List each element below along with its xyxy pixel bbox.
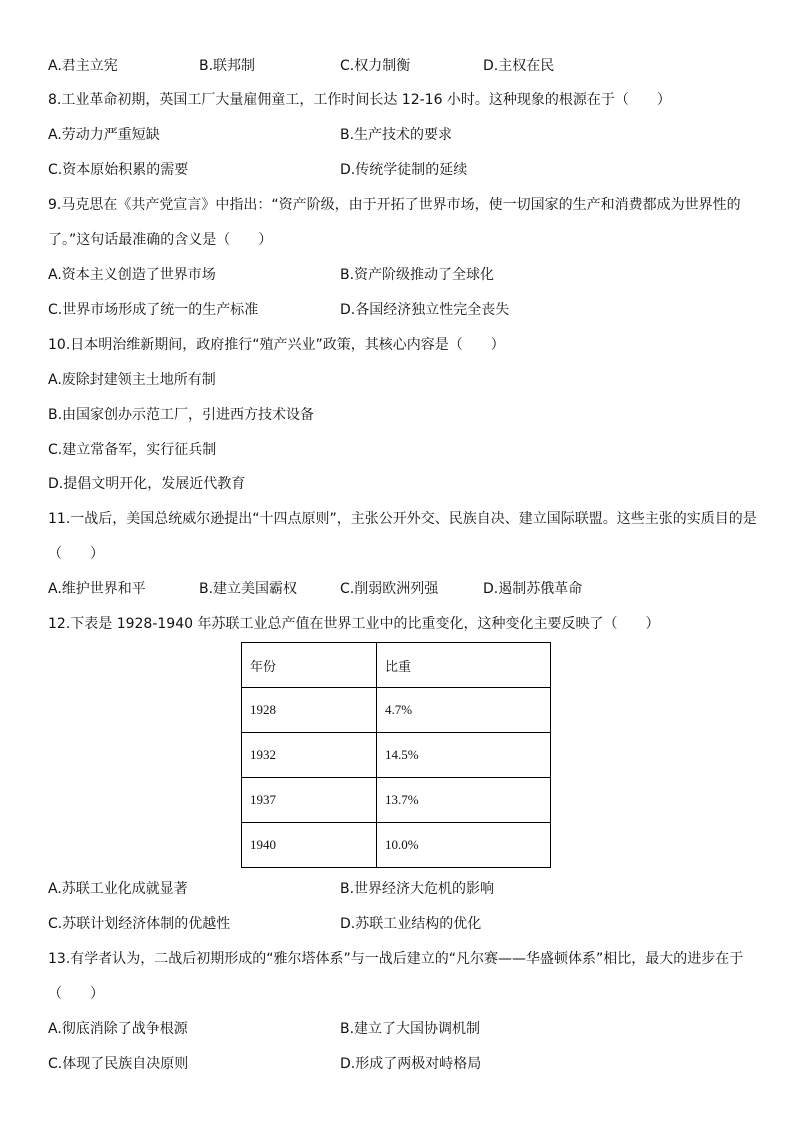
q9-option-c: C.世界市场形成了统一的生产标准 [48, 302, 259, 318]
q7-option-c: C.权力制衡 [340, 58, 411, 74]
q13-stem-line2: （ ） [48, 986, 104, 1002]
q12-option-b: B.世界经济大危机的影响 [340, 881, 495, 897]
q10-stem: 10.日本明治维新期间，政府推行“殖产兴业”政策，其核心内容是（ ） [48, 337, 505, 353]
q11-option-b: B.建立美国霸权 [199, 581, 298, 597]
q12-option-a: A.苏联工业化成就显著 [48, 881, 188, 897]
table-cell-year: 1928 [242, 688, 377, 733]
table-cell-year: 1940 [242, 823, 377, 868]
table-cell-share: 14.5% [377, 733, 551, 778]
q11-stem-line2: （ ） [48, 546, 104, 562]
table-cell-year: 1937 [242, 778, 377, 823]
q8-option-d: D.传统学徒制的延续 [340, 162, 468, 178]
q7-option-b: B.联邦制 [199, 58, 256, 74]
q9-stem-line2: 了。”这句话最准确的含义是（ ） [48, 232, 273, 248]
q7-option-a: A.君主立宪 [48, 58, 118, 74]
q8-stem: 8.工业革命初期，英国工厂大量雇佣童工，工作时间长达 12-16 小时。这种现象的根源在于（ ） [48, 92, 671, 108]
q10-option-b: B.由国家创办示范工厂，引进西方技术设备 [48, 407, 315, 423]
q13-stem-line1: 13.有学者认为，二战后初期形成的“雅尔塔体系”与一战后建立的“凡尔赛——华盛顿体系”相比，最大的进步在于 [48, 951, 744, 967]
q8-option-c: C.资本原始积累的需要 [48, 162, 189, 178]
q13-option-a: A.彻底消除了战争根源 [48, 1021, 188, 1037]
q13-option-d: D.形成了两极对峙格局 [340, 1056, 482, 1072]
q9-option-a: A.资本主义创造了世界市场 [48, 267, 216, 283]
table-cell-share: 4.7% [377, 688, 551, 733]
table-cell-share: 13.7% [377, 778, 551, 823]
q12-option-d: D.苏联工业结构的优化 [340, 916, 482, 932]
q12-option-c: C.苏联计划经济体制的优越性 [48, 916, 231, 932]
table-row [242, 733, 551, 778]
table-header-share: 比重 [377, 643, 551, 688]
table-row [242, 823, 551, 868]
q9-stem-line1: 9.马克思在《共产党宣言》中指出：“资产阶级，由于开拓了世界市场，使一切国家的生产和消费都成为世界性的 [48, 197, 741, 213]
q11-option-d: D.遏制苏俄革命 [483, 581, 583, 597]
q10-option-c: C.建立常备军，实行征兵制 [48, 442, 217, 458]
q8-option-b: B.生产技术的要求 [340, 127, 453, 143]
table-cell-share: 10.0% [377, 823, 551, 868]
q10-option-d: D.提倡文明开化，发展近代教育 [48, 476, 246, 492]
q10-option-a: A.废除封建领主土地所有制 [48, 372, 216, 388]
q7-option-d: D.主权在民 [483, 58, 555, 74]
q9-option-b: B.资产阶级推动了全球化 [340, 267, 495, 283]
table-header-row [242, 643, 551, 688]
q8-option-a: A.劳动力严重短缺 [48, 127, 160, 143]
q13-option-c: C.体现了民族自决原则 [48, 1056, 189, 1072]
table-row [242, 778, 551, 823]
q13-option-b: B.建立了大国协调机制 [340, 1021, 481, 1037]
q11-option-a: A.维护世界和平 [48, 581, 146, 597]
q11-stem-line1: 11.一战后，美国总统威尔逊提出“十四点原则”，主张公开外交、民族自决、建立国际联盟。这些主张的实质目的是 [48, 511, 757, 527]
q9-option-d: D.各国经济独立性完全丧失 [340, 302, 510, 318]
q12-stem: 12.下表是 1928-1940 年苏联工业总产值在世界工业中的比重变化，这种变化主要反映了（ ） [48, 616, 660, 632]
table-cell-year: 1932 [242, 733, 377, 778]
table-header-year: 年份 [242, 643, 377, 688]
q11-option-c: C.削弱欧洲列强 [340, 581, 439, 597]
table-row [242, 688, 551, 733]
q12-data-table [241, 642, 551, 868]
